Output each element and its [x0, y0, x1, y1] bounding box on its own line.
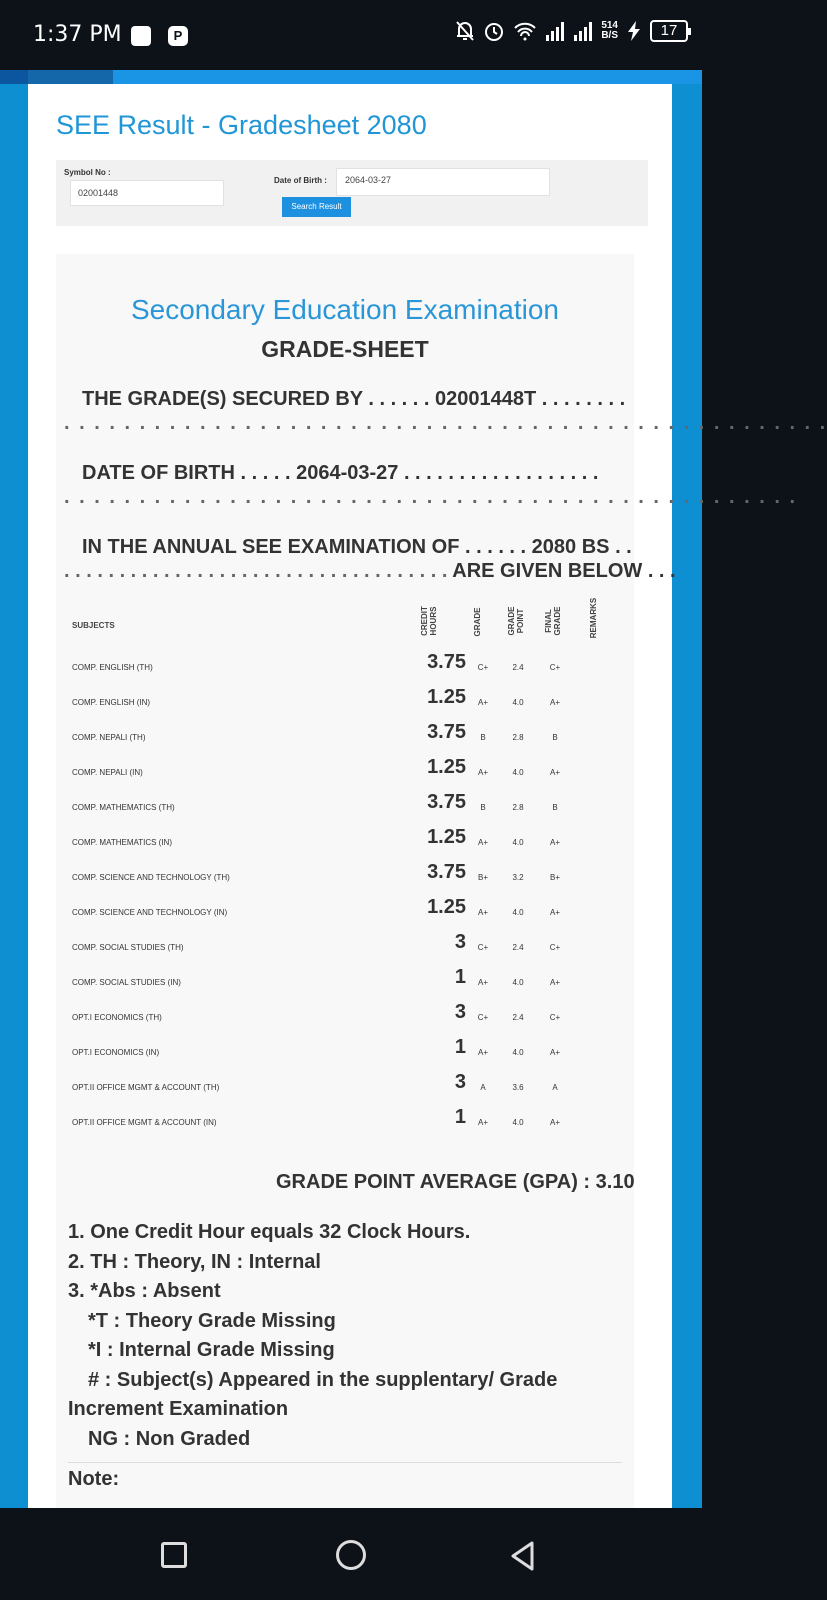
final-grade-cell: C+: [549, 1013, 561, 1022]
table-row: [56, 721, 634, 756]
dob-line: DATE OF BIRTH . . . . . 2064-03-27 . . . . . . . . . . . . . . . . . .: [82, 462, 599, 484]
credit-hours-cell: 3.75: [427, 651, 466, 673]
col-subjects: SUBJECTS: [72, 621, 115, 630]
final-grade-cell: A+: [549, 698, 560, 707]
credit-hours-cell: 3: [454, 931, 466, 953]
table-row: [56, 791, 634, 826]
credit-hours-cell: 1.25: [427, 826, 466, 848]
credit-hours-cell: 3.75: [427, 791, 466, 813]
table-row: [56, 896, 634, 931]
search-form: [56, 160, 648, 226]
subject-cell: OPT.II OFFICE MGMT & ACCOUNT (IN): [72, 1118, 217, 1127]
navigation-bar: [0, 1508, 702, 1600]
grade-point-cell: 4.0: [512, 1048, 524, 1057]
note-item: NG : Non Graded: [88, 1427, 251, 1450]
col-remarks: REMARKS: [589, 597, 598, 639]
subject-cell: COMP. NEPALI (TH): [72, 733, 146, 742]
note-item: 2. TH : Theory, IN : Internal: [68, 1250, 321, 1273]
table-row: [56, 826, 634, 861]
grade-cell: C+: [477, 1013, 489, 1022]
grade-cell: A+: [477, 838, 488, 847]
table-row: [56, 686, 634, 721]
grade-point-cell: 3.2: [512, 873, 524, 882]
credit-hours-cell: 1.25: [427, 756, 466, 778]
note-item: 3. *Abs : Absent: [68, 1280, 221, 1302]
grade-point-cell: 4.0: [512, 838, 524, 847]
symbol-label: Symbol No :: [64, 168, 111, 177]
final-grade-cell: A+: [549, 908, 560, 917]
battery-icon: 17: [650, 20, 688, 42]
grade-point-cell: 4.0: [512, 978, 524, 987]
note-item: Increment Examination: [68, 1398, 289, 1420]
table-row: [56, 1001, 634, 1036]
dotted-line: . . . . . . . . . . . . . . . . . . . . . . . . . . . . . . . . . . . . . . . . . . . . . . . . .: [64, 486, 797, 508]
top-strip: [0, 70, 702, 84]
subject-cell: OPT.I ECONOMICS (TH): [72, 1013, 162, 1022]
credit-hours-cell: 3: [454, 1001, 466, 1023]
grade-point-cell: 2.4: [512, 663, 524, 672]
grade-point-cell: 4.0: [512, 698, 524, 707]
alarm-icon: [483, 20, 505, 42]
final-grade-cell: C+: [549, 663, 561, 672]
credit-hours-cell: 1.25: [427, 686, 466, 708]
subject-cell: COMP. SOCIAL STUDIES (TH): [72, 943, 184, 952]
mute-bell-icon: [455, 20, 475, 42]
grade-cell: A+: [477, 978, 488, 987]
table-row: [56, 1106, 634, 1141]
content-card: [28, 84, 827, 1514]
table-row: [56, 861, 634, 896]
col-grade-point: GRADE POINT: [507, 606, 525, 636]
final-grade-cell: A+: [549, 838, 560, 847]
final-grade-cell: B: [552, 733, 558, 742]
subject-cell: COMP. SOCIAL STUDIES (IN): [72, 978, 181, 987]
grade-cell: A: [480, 1083, 486, 1092]
final-grade-cell: A+: [549, 1048, 560, 1057]
table-row: [56, 651, 634, 686]
final-grade-cell: A: [552, 1083, 558, 1092]
grade-cell: A+: [477, 768, 488, 777]
final-grade-cell: A+: [549, 978, 560, 987]
table-row: [56, 1036, 634, 1071]
subject-cell: OPT.II OFFICE MGMT & ACCOUNT (TH): [72, 1083, 220, 1092]
grade-cell: A+: [477, 698, 488, 707]
subject-cell: COMP. ENGLISH (TH): [72, 663, 153, 672]
subject-cell: COMP. SCIENCE AND TECHNOLOGY (IN): [72, 908, 228, 917]
notes-list: [68, 1218, 557, 1454]
recent-apps-icon[interactable]: [161, 1542, 187, 1568]
subject-cell: COMP. MATHEMATICS (TH): [72, 803, 175, 812]
notification-square-icon: [131, 26, 151, 46]
table-row: [56, 1071, 634, 1106]
credit-hours-cell: 1: [454, 1106, 466, 1128]
note-item: *T : Theory Grade Missing: [88, 1309, 336, 1332]
grade-cell: B: [480, 803, 486, 812]
status-bar: [0, 0, 702, 70]
credit-hours-cell: 3.75: [427, 721, 466, 743]
grade-cell: C+: [477, 943, 489, 952]
network-speed: 514 B/S: [601, 20, 618, 41]
sheet-subtitle: GRADE-SHEET: [261, 336, 429, 362]
grade-point-cell: 4.0: [512, 768, 524, 777]
wifi-icon: [513, 21, 537, 41]
dotted-line: . . . . . . . . . . . . . . . . . . . . . . . . . . . . . . . . . . . . . . . . . . . . . . . . . . .: [64, 412, 827, 434]
grade-point-cell: 2.8: [512, 733, 524, 742]
credit-hours-cell: 1.25: [427, 896, 466, 918]
browser-viewport[interactable]: [0, 70, 827, 1508]
dob-label: Date of Birth :: [274, 176, 327, 185]
note-heading: Note:: [68, 1468, 120, 1490]
exam-line: IN THE ANNUAL SEE EXAMINATION OF . . . . . . 2080 BS . .: [82, 536, 632, 558]
home-icon[interactable]: [336, 1540, 366, 1570]
subject-cell: COMP. SCIENCE AND TECHNOLOGY (TH): [72, 873, 230, 882]
signal-icon: [573, 21, 593, 41]
secured-by-line: THE GRADE(S) SECURED BY . . . . . . 02001448T . . . . . . . .: [82, 388, 626, 410]
grade-cell: A+: [477, 908, 488, 917]
table-row: [56, 931, 634, 966]
grade-cell: B: [480, 733, 486, 742]
grade-point-cell: 2.4: [512, 943, 524, 952]
page-title: SEE Result - Gradesheet 2080: [56, 110, 427, 140]
final-grade-cell: B+: [549, 873, 560, 882]
search-result-button[interactable]: Search Result: [282, 197, 351, 217]
grade-sheet: [56, 254, 827, 1522]
symbol-input[interactable]: 02001448: [70, 180, 224, 206]
subject-cell: OPT.I ECONOMICS (IN): [72, 1048, 160, 1057]
subject-cell: COMP. MATHEMATICS (IN): [72, 838, 172, 847]
grade-cell: C+: [477, 663, 489, 672]
status-icons: [455, 20, 688, 42]
col-credit-hours: CREDIT HOURS: [420, 606, 438, 636]
grade-point-cell: 2.8: [512, 803, 524, 812]
gpa-line: GRADE POINT AVERAGE (GPA) : 3.10: [276, 1171, 635, 1193]
table-row: [56, 966, 634, 1001]
final-grade-cell: C+: [549, 943, 561, 952]
divider: [68, 1462, 622, 1463]
credit-hours-cell: 3: [454, 1071, 466, 1093]
grade-point-cell: 2.4: [512, 1013, 524, 1022]
credit-hours-cell: 1: [454, 1036, 466, 1058]
table-row: [56, 756, 634, 791]
final-grade-cell: B: [552, 803, 558, 812]
credit-hours-cell: 3.75: [427, 861, 466, 883]
col-grade: GRADE: [473, 607, 482, 637]
final-grade-cell: A+: [549, 768, 560, 777]
subject-cell: COMP. ENGLISH (IN): [72, 698, 151, 707]
sheet-title: Secondary Education Examination: [130, 294, 560, 325]
final-grade-cell: A+: [549, 1118, 560, 1127]
note-item: # : Subject(s) Appeared in the supplentary/ Grade: [88, 1368, 558, 1391]
grade-cell: A+: [477, 1048, 488, 1057]
grade-cell: A+: [477, 1118, 488, 1127]
charging-icon: [626, 21, 642, 41]
grade-point-cell: 3.6: [512, 1083, 524, 1092]
grade-point-cell: 4.0: [512, 1118, 524, 1127]
note-item: *I : Internal Grade Missing: [88, 1339, 335, 1361]
dob-input[interactable]: 2064-03-27: [336, 168, 550, 196]
grade-point-cell: 4.0: [512, 908, 524, 917]
col-final-grade: FINAL GRADE: [544, 606, 562, 636]
given-below-line: . . . . . . . . . . . . . . . . . . . . . . . . . . . . . . . . . . . ARE GIVEN BELOW . . .: [64, 560, 676, 582]
grade-cell: B+: [477, 873, 488, 882]
signal-icon: [545, 21, 565, 41]
subject-cell: COMP. NEPALI (IN): [72, 768, 143, 777]
note-item: 1. One Credit Hour equals 32 Clock Hours.: [68, 1221, 471, 1243]
p-icon: P: [168, 26, 188, 46]
status-time: 1:37 PM: [33, 22, 122, 47]
back-icon[interactable]: [508, 1540, 538, 1572]
credit-hours-cell: 1: [454, 966, 466, 988]
